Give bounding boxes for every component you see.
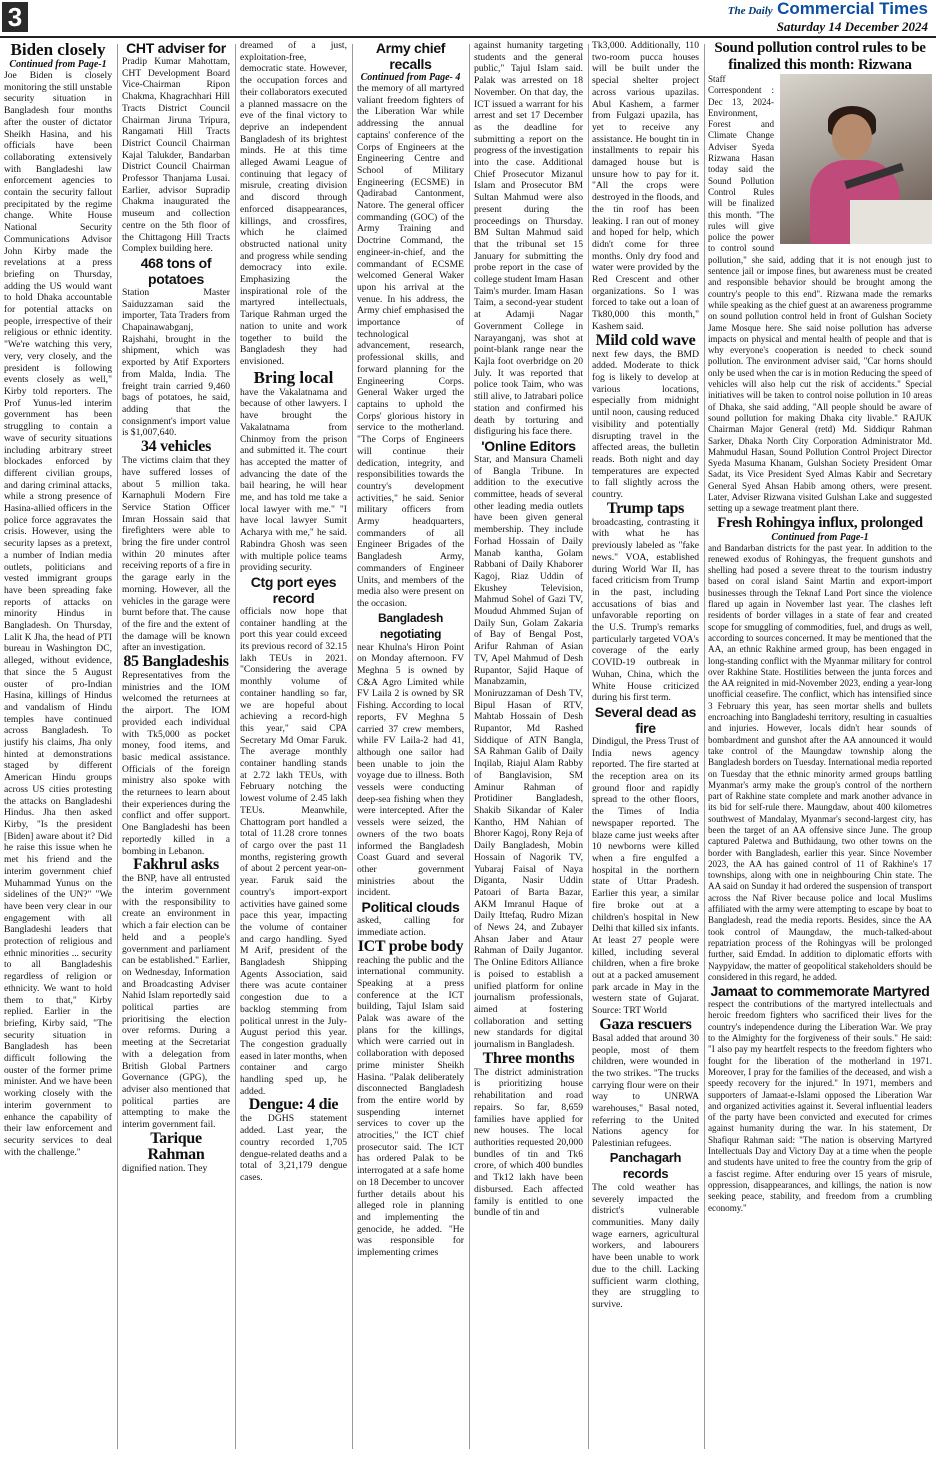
header-rule xyxy=(0,36,936,38)
headline: Three months xyxy=(482,1049,575,1067)
column-5 xyxy=(474,40,583,1452)
column-divider xyxy=(588,44,589,1449)
article-body: Basal added that around 30 people, most of them children, were wounded in the two strikes. "The trucks carrying flour were on their way to UNRWA warehouses," Basal noted, referring to the United Nations agency for Palestinian refugees. xyxy=(592,1032,699,1150)
brand-prefix: The Daily xyxy=(727,5,773,17)
photo-podium xyxy=(850,200,932,244)
headline: Gaza rescuers xyxy=(599,1015,692,1033)
headline: CHT adviser for xyxy=(126,40,226,56)
headline: ICT probe body xyxy=(357,937,464,955)
article-body: have the Vakalatnama and because of other lawyers. I have brought the Vakalatnama from Chinmoy from the prison and submitted it. The court has accepted the matter of advancing the date of the bail hearing, he will hear me, and has told me take a local lawyer with me." "I have local lawyer Sumit Acharya with me," he said. Rabindra Ghosh was seen with multiple police teams providing security. xyxy=(240,386,347,574)
headline: 468 tons of potatoes xyxy=(140,254,212,287)
column-3 xyxy=(240,40,347,1452)
column-divider xyxy=(704,44,705,1449)
headline: Trump taps xyxy=(606,499,685,517)
article-body: the DGHS statement added. Last year, the country recorded 1,705 dengue-related deaths and a total of 3,21,179 dengue cases. xyxy=(240,1113,347,1183)
column-1 xyxy=(4,40,112,1452)
article-body: respect the contributions of the martyred intellectuals and heroic freedom fighters who sacrificed their lives for the country's independence during the Liberation War. We pray to the Almighty for the forgiveness of their souls." He said: "I also pay my heartfelt respects to the freedom fighters who fought for the liberation of the motherland in 1971. Moreover, I pray for the families of the deceased, and wish a speedy recovery for the injured." In 1971, members and supporters of Jamaat-e-Islami opposed the Liberation War and organized activities against it. Several influential leaders of the party have been convicted and executed for crimes against humanity during the war. In his statement, Dr Shafiqur Rahman said: "The nation is observing Martyred Intellectuals Day and Victory Day at a time when the people and students have united to free the country from the grip of a fascist regime. After enduring over 15 years of misrule, oppression, disappearances, and killings, the nation is now seeking peace, stability, and freedom from a crumbling economy." xyxy=(708,999,932,1213)
column-divider xyxy=(469,44,470,1449)
article-body: asked, calling for immediate action. xyxy=(357,915,464,938)
article-body: broadcasting, contrasting it with what he has previously labeled as "fake news." VOA, established during World War II, has faced criticism from Trump in the past, including accusations of bias and unfavorable reporting on the U.S. Trump's remarks particularly targeted VOA's coverage of the early COVID-19 outbreak in Wuhan, China, which the White House criticized during his first term. xyxy=(592,516,699,704)
continued-note: Continued from Page-1 xyxy=(9,59,107,70)
article-body: and Bandarban districts for the past year. In addition to the renewed exodus of Rohingyas, the frequent gunshots and shelling had posed a severe threat to the tourism industry based on coral island Saint Martin and export-import businesses through the Teknaf Land Port since the violence flared up again in November last year. The clashes left residents of border villages in a state of fear and created scope for smuggling of commodities, fuel, and drugs as well, according to sources concerned. It may be mentioned that the AA, an ethnic Rakhine armed group, has been engaged in long-standing conflict with the Myanmar military for control over Rakhine State. Hostilities between the junta forces and the AA reignited in mid-November 2023, ending a year-long unofficial ceasefire. The conflict, which has intensified since 3 February this year, has seen mortar shells and bullets encroaching into Bangladeshi territory, resulting in casualties and injuries. However, locals didn't hear sounds of bombardment and gunshot after the AA announced it would take control of the Maungdaw township along the Bangladesh borders on Tuesday. International media reported on Tuesday that the ethnic minority armed groups battling Myanmar's army make the group's control of the northern part of Rakhine state complete and mark another advance in its bid for self-rule there. Maungdaw, about 400 kilometres southwest of Mandalay, Myanmar's second-largest city, has been the target of an AA offensive since June. The group captured Paletwa and Buthidaung, two other towns on the border with Bangladesh, earlier this year. Since November 2023, the AA has gained control of 11 of Rakhine's 17 townships, along with one in neighbouring Chin state. The AA said on Sunday it had ordered the suspension of transport across the Naf River because police and local Muslims affiliated with the army were attempting to escape by boat to Bangladesh, read the media reports. Besides, since the AA took control of Maungdaw, the much-talked-about repatriation process of the Rohingyas will be prolonged further, said Emdad. In addition to diplomatic efforts with Naypyidaw, the matter of geopolitical stakeholders should be considered in this regard, he added. xyxy=(708,542,932,982)
article-body: the memory of all martyred valiant freedom fighters of the Liberation War while addressing the annual captains' conference of the Corps of Engineers at the Engineering Centre and School of Military Engineering (ECSME) in Qadirabad Cantonment, Natore. The general officer commanding (GOC) of the Army Training and Doctrine Command, the engineer-in-chief, and the commandant of ECSME welcomed General Waker upon his arrival at the venue. In his address, the Army chief emphasised the importance of technological advancement, research, professional skills, and forward planning for the Engineering Corps. General Waker urged the captains to uphold the Corps' glorious history in service to the motherland. "The Corps of Engineers will continue their dedication, integrity, and responsibilities towards the country's development activities," he said. Senior military officers from Army headquarters, commanders of all Engineer Brigades of the Bangladesh Army, commanders of Engineer Units, and members of the media also were present on the occasion. xyxy=(357,83,464,609)
article-body: Station Master Saiduzzaman said the importer, Tata Traders from Chapainawabganj, Rajshahi, brought in the shipment, which was exported by Atif Exporters from Malda, India. The freight train carried 9,460 bags of potatoes, he said, adding that the consignment's import value is $1,007,640. xyxy=(122,286,230,439)
article-body: against humanity targeting students and the general public," Tajul Islam said. Palak was arrested on 18 November. On that day, the ICT issued a warrant for his arrest and set 17 December as the deadline for submitting a report on the progress of the investigation into the case. Additional Chief Prosecutor Mizanul Islam and Prosecutor BM Sultan Mahmud were also present during the proceedings on Thursday. BM Sultan Mahmud said that the tribunal set 15 January for submitting the probe report in the case of college student Imam Hasan Taim's murder. Imam Hasan Taim, a second-year student at Adamji Nagar Government College in Narayanganj, was shot at point-blank range near the Kajla foot overbridge on 20 July. It was reported that police took Taim, who was still alive, to Jatrabari police station and confirmed his death by torturing and disfiguring his face there. xyxy=(474,40,583,438)
column-2 xyxy=(122,40,230,1452)
article-body: the BNP, have all entrusted the interim government with the responsibility to create an environment in which a fair election can be held and a people's government and parliament can be established." Earlier, on Wednesday, Information and Broadcasting Adviser Nahid Islam reportedly said political parties are prioritising the election over reforms. During a meeting at the Secretariat with a delegation from British Global Partners Governance (GPG), the adviser also mentioned that political parties are attempting to make the interim government fail. xyxy=(122,873,230,1131)
headline: 85 Bangladeshis xyxy=(123,653,229,671)
headline: Sound pollution control rules to be finalized this month: Rizwana xyxy=(714,40,926,73)
page-number: 3 xyxy=(2,2,28,32)
headline: Ctg port eyes record xyxy=(250,573,337,606)
column-4 xyxy=(357,40,464,1452)
article-body: dreamed of a just, exploitation-free, democratic state. However, the occupation forces and their collaborators executed a planned massacre on the eve of the final victory to deprive an independent Bangladesh of its brightest minds. He at this time alleged Awami League of continuing that legacy of misrule, creating division and discord through enforced disappearances, killings, and crossfires, which he claimed obstructed national unity and progress while sending democracy into exile. Emphasizing the inspirational role of the martyred intellectuals, Tarique Rahman urged the nation to unite and work together to build the Bangladesh they had envisioned. xyxy=(240,40,347,367)
headline: Fakhrul asks xyxy=(133,856,219,874)
continued-note: Continued from Page-1 xyxy=(771,531,869,543)
continued-note: Continued from Page- 4 xyxy=(360,72,461,83)
news-photo xyxy=(780,74,932,244)
column-7 xyxy=(708,40,932,1452)
article-body: dignified nation. They xyxy=(122,1162,208,1174)
article-body: reaching the public and the international community. Speaking at a press conference at the ICT building, Tajul Islam said Palak was aware of the plans for the killings, which were carried out in collaboration with deposed prime minister Sheikh Hasina. "Palak deliberately disconnected Bangladesh from the entire world by suspending internet services to cover up the atrocities," the ICT chief prosecutor said. The ICT has ordered Palak to be interrogated at a safe home on 18 December to uncover further details about his alleged role in planning and implementing the genocide, he added. "He was responsible for implementing crimes xyxy=(357,954,464,1259)
column-divider xyxy=(352,44,353,1449)
article-body: officials now hope that container handling at the port this year could exceed its previous record of 32.15 lakh TEUs in 2021. "Considering the average monthly volume of container handling so far, we are hopeful about achieving a record-high this year," said CPA Secretary Md Omar Faruk. The average monthly container handling stands at 2.72 lakh TEUs, with February notching the lowest volume of 2.45 lakh TEUs. Meanwhile, Chattogram port handled a total of 11.28 crore tonnes of cargo over the past 11 months, registering growth of about 2 percent year-on-year. Faruk said the country's import-export activities have gained some pace this year, impacting the volume of container and cargo handling. Syed M Arif, president of the Bangladesh Shipping Agents Association, said there was acute container congestion due to a backlog stemming from political unrest in the July-August period this year. The congestion gradually eased in later months, when container and cargo handling sped up, he added. xyxy=(240,605,347,1097)
headline: Bring local xyxy=(253,367,334,387)
column-divider xyxy=(235,44,236,1449)
article-body: Staff Correspondent : Dec 13, 2024- Environment, Forest and Climate Change Adviser Syeda Rizwana Hasan today said the Sound Pollution Control Rules will be finalized this month. "The rules will give police the power to control sound pollution," she said, adding that it is not enough just to sentence jail or impose fines, but awareness must be created and responsible behavior should be brought among the country's people to this end". Rizwana made the remarks while speaking as the chief guest at an awareness programme on sound pollution control held in front of Gulshan Society Jame Mosque here. She said noise pollution has adverse impacts on physical and mental health of people and that is why everyone's cooperation is needed to check sound pollution. The environment adviser said, "Car horns should only be used when the car is in motion Reducing the speed of vehicles will also help cut the risk of accidents." Special initiatives will be taken to control noise pollution in 10 areas of Dhaka, she said adding, "All people should be aware of sound pollution for making Dhaka city livable." RAJUK Chairman Major General (retd) Md. Siddiqur Rahman Sarker, Dhaka North City Corporation Administrator Md. Mahmudul Hasan, Sound Pollution Control Project Director Syeda Masuma Khanam, Gulshan Society President Omar Sadat, its Vice President Syed Almas Kabir and Secretary General Syed Ahsan Habib among others, were present. Later, Adviser Rizwana visited Gulshan Lake and suggested setting up a sewage treatment plant there. xyxy=(708,74,932,514)
article-body: The district administration is prioritizing house rehabilitation and road repairs. So far, 8,659 families have applied for new houses. The local authorities requested 20,000 bundles of tin and Tk6 crore, of which 400 bundles and Tk12 lakh have been disbursed. Each affected family is entitled to one bundle of tin and xyxy=(474,1066,583,1219)
column-6 xyxy=(592,40,699,1452)
headline: Biden closely xyxy=(10,40,106,59)
article-body: Joe Biden is closely monitoring the still unstable security situation in Bangladesh four months after the ouster of dictator Sheikh Hasina, and his officials have been collaborating extensively with Bangladeshi law enforcement agencies to contain the security fallout precipitated by the regime change. White House National Security Communications Advisor John Kirby made the revelations at a press briefing on Thursday, adding the US would want to hold Dhaka accountable for potential attacks on people, irrespective of their religious or ethnic identity. "We're watching this very, very, very closely, and the president is following events closely as well," Kirby told reporters. The Prof Yunus-led interim government has been struggling to contain a wave of security situations including arbitrary street blockades enforced by different civilian groups, and daring criminal attacks, while a strong presence of Hasina-allied officers in the police force aggravates the crisis. However, using the security lapses as a pretext, a number of Indian media outlets, politicians and vested immigrant groups have been spreading fake reports of attacks on minority Hindus in Bangladesh. On Thursday, Lalit K Jha, the head of PTI bureau in Washington DC, alleged, without evidence, that since the 5 August ouster of pro-Indian Hasina, killings of Hindus and vandalism of Hindu temples have continued across Bangladesh. To justify his claims, Jha only hinted at demonstrations staged by different American Hindu groups across US cities protesting the attacks on Bangladeshi Hindus. Jha then asked Kirby, "Is the president [Biden] aware about it? Did he raise this issue when he met his friend and the interim government chief Muhammad Yunus on the sidelines of the UN?" "We have been very clear in our engagement with all Bangladeshi leaders that protection of religious and ethnic minorities ... security to all Bangladeshis regardless of religion or ethnicity. We want to hold them to that," Kirby replied. Earlier in the briefing, Kirby said, "The security situation in Bangladesh has been difficult following the ouster of the former prime minister. And we have been working closely with the interim government to enhance the capability of their law enforcement and security services to deal with the challenge." xyxy=(4,70,112,1158)
issue-date: Saturday 14 December 2024 xyxy=(776,19,928,34)
headline: Mild cold wave xyxy=(595,331,696,349)
headline: Tarique Rahman xyxy=(147,1129,205,1163)
article-body: The cold weather has severely impacted the district's vulnerable communities. Many daily wage earners, agricultural workers, and labourers have been unable to work due to the chill. Lacking sufficient warm clothing, they are struggling to survive. xyxy=(592,1181,699,1310)
headline: Several dead as fire xyxy=(594,703,697,736)
article-body: next few days, the BMD added. Moderate to thick fog is likely to develop at various locations, especially from midnight until noon, causing reduced visibility and potentially disrupting travel in the affected areas, the bulletin reads. Both night and day temperatures are expected to fall slightly across the country. xyxy=(592,348,699,501)
newspaper-brand xyxy=(728,0,928,19)
headline: Political clouds xyxy=(361,899,460,916)
masthead xyxy=(0,0,936,40)
headline: 'Online Editors xyxy=(481,437,576,454)
headline: 34 vehicles xyxy=(140,438,212,456)
photo-figure-face xyxy=(832,114,872,160)
article-body: Star, and Mansura Chameli of Bangla Tribune. In addition to the executive committee, heads of several other leading media outlets have been given general membership. They include Forhad Hossain of Daily Manab kantha, Golam Rabbani of Daily Khaborer Kagoj, Riaz Uddin of Ekushey Television, Mahmud Sohel of Gazi TV, Moudud Ahmmed Sujan of Daily Sun, Golam Zakaria of Bay of Bengal Post, Arifur Rahman of Asian TV, Apel Mahmud of Desh Rupantor, Sajid Haque of Manabzamin, Moniruzzaman of Desh TV, Bipul Hasan of RTV, Mahtab Hossain of Desh Rupantor, Md Rashed Siddique of ATN Bangla, SA Rahman Galib of Daily Inqilab, Riajul Alam Rabby of Banglavision, SM Aminur Rahman of Protidiner Bangladesh, Shakib Sikandar of Kaler Kantho, HM Nahian of Bhorer Kagoj, Rony Reja of Daily Bangladesh, Mobin Hossain of Nagorik TV, Yubaraj Faisal of Naya Diganta, Nasir Uddin Patoari of Barta Bazar, AKM Imranul Haque of Daily Ittefaq, Rudro Mizan of News 24, and Zubayer Ahsan Jaber and Ataur Rahman of Daily Jugantor. The Online Editors Alliance is poised to establish a unified platform for online journalism professionals, aimed at fostering collaboration and setting new standards for digital journalism in Bangladesh. xyxy=(474,453,583,1051)
column-divider xyxy=(117,44,118,1449)
article-body: Pradip Kumar Mahottam, CHT Development Board Vice-Chairman Ripon Chakma, Khagrachhari Hill Tracts District Council Chairman Jiruna Tripura, Rangamati Hill Tracts District Council Chairman Kajal Talukder, Bandarban District Council Chairman Professor Thanjama Lusai. Earlier, advisor Supradip Chakma inaugurated the museum and collection centre on the 5th floor of the Chittagong Hill Tracts Complex building here. xyxy=(122,56,230,255)
article-body: Tk3,000. Additionally, 110 two-room pucca houses will be built under the special shelter project across various upazilas. Abul Kashem, a farmer from Fulgazi upazila, has yet to receive any assistance. He bought tin in installments to repair his damaged house but is unsure how to pay for it. "All the crops were destroyed in the floods, and the tin roof has been leaking. I ran out of money and hoped for help, which didn't come for three months. Only dry food and water were provided by the Red Crescent and other organizations. So I was forced to take out a loan of Tk80,000 this month," Kashem said. xyxy=(592,40,699,332)
article-body: The victims claim that they have suffered losses of about 5 million taka. Karnaphuli Modern Fire Service Station Officer Imran Hossain said that firefighters were able to bring the fire under control within 20 minutes after receiving reports of a fire in the garage early in the morning. However, all the vehicles in the garage were burnt before that. The cause of the fire and the extent of the damage will be known after an investigation. xyxy=(122,455,230,654)
article-body: near Khulna's Hiron Point on Monday afternoon. FV Meghna 5 is owned by C&A Agro Limited while FV Laila 2 is owned by SR Fishing. According to local reports, FV Meghna 5 carried 37 crew members, while FV Laila-2 had 41, although one sailor had been unable to join the voyage due to illness. Both vessels were conducting deep-sea fishing when they were intercepted. After the vessels were seized, the owners of the two boats informed the Bangladesh Coast Guard and several other government ministries about the incident. xyxy=(357,641,464,899)
headline: Army chief recalls xyxy=(375,40,446,72)
article-body: Dindigul, the Press Trust of India news agency reported. The fire started at the reception area on its ground floor and rapidly spread to the other floors, the Times of India newspaper reported. The blaze came just weeks after 10 newborns were killed when a fire engulfed a hospital in the northern state of Uttar Pradesh. Earlier this year, a similar fire broke out at a children's hospital in New Delhi that killed six infants. At least 27 people were killed, including several children, when a fire broke out at a packed amusement park arcade in May in the western state of Gujarat. Source: TRT World xyxy=(592,735,699,1017)
headline: Dengue: 4 die xyxy=(248,1096,339,1114)
headline: Jamaat to commemorate Martyred xyxy=(710,983,930,1000)
headline: Bangladesh negotiating xyxy=(377,610,444,641)
article-body: Representatives from the ministries and the IOM welcomed the returnees at the airport. The IOM provided each individual with Tk5,000 as pocket money, food items, and basic medical assistance. Officials of the foreign ministry also spoke with the returnees to learn about their experiences during the conflict and offer support. One Bangladeshi has been reportedly killed in a bombing in Lebanon. xyxy=(122,670,230,857)
brand-name: Commercial Times xyxy=(777,0,928,18)
headline: Fresh Rohingya influx, prolonged xyxy=(717,514,923,531)
headline: Panchagarh records xyxy=(609,1149,682,1181)
